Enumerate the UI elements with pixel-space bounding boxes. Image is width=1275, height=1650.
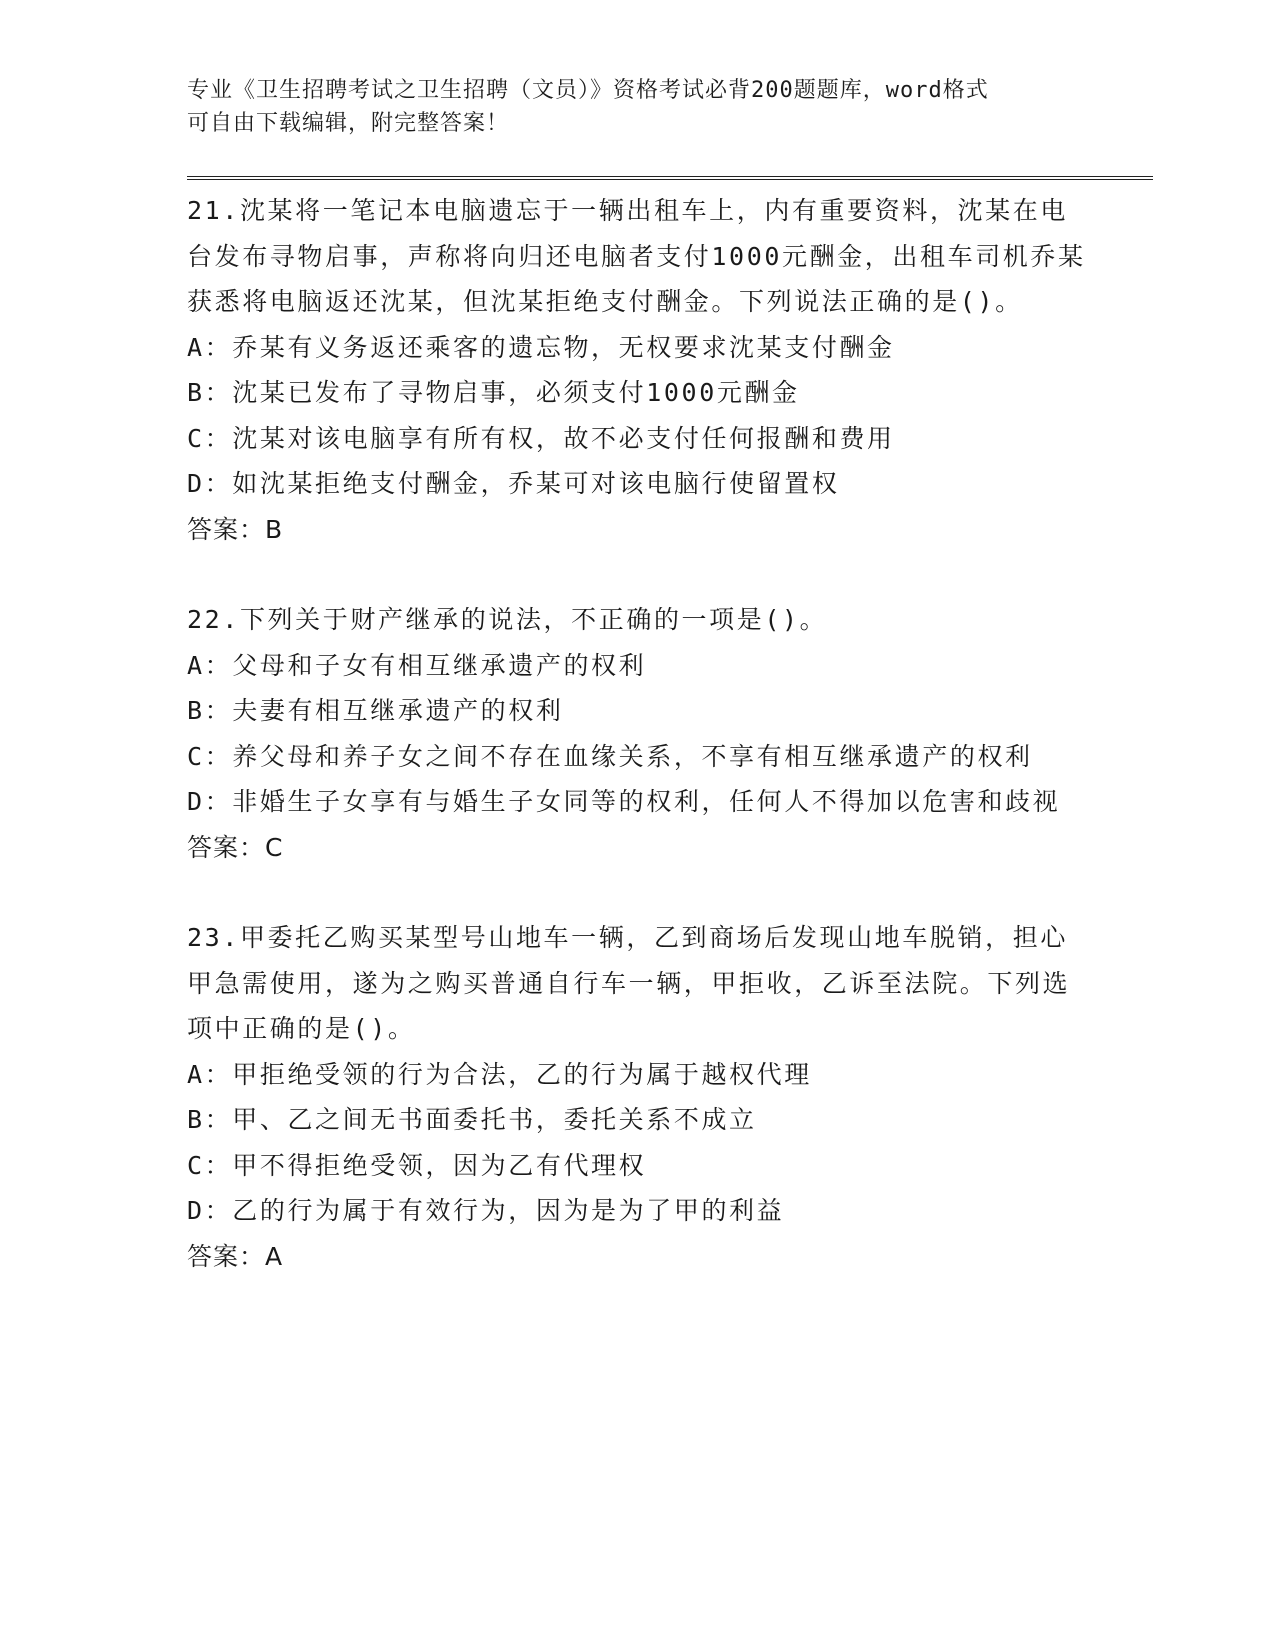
option-a: A：乔某有义务返还乘客的遗忘物，无权要求沈某支付酬金 [187,332,895,362]
question-text: 23.甲委托乙购买某型号山地车一辆，乙到商场后发现山地车脱销，担心甲急需使用，遂为之购买普通自行车一辆，甲拒收，乙诉至法院。下列选项中正确的是()。 [187,923,1071,1043]
option-c: C：沈某对该电脑享有所有权，故不必支付任何报酬和费用 [187,423,895,453]
answer: 答案：B [187,514,284,544]
page-header [187,74,1067,140]
question-21 [187,188,1087,552]
option-d: D：乙的行为属于有效行为，因为是为了甲的利益 [187,1196,785,1225]
answer: 答案：C [187,832,284,862]
question-text: 22.下列关于财产继承的说法，不正确的一项是()。 [187,605,828,634]
option-d: D：非婚生子女享有与婚生子女同等的权利，任何人不得加以危害和歧视 [187,787,1061,816]
option-c: C：养父母和养子女之间不存在血缘关系，不享有相互继承遗产的权利 [187,741,1033,771]
option-b: B：甲、乙之间无书面委托书，委托关系不成立 [187,1105,757,1134]
option-b: B：沈某已发布了寻物启事，必须支付1000元酬金 [187,378,800,407]
question-22 [187,597,1087,870]
header-double-rule [187,176,1153,180]
answer: 答案：A [187,1241,284,1271]
header-line-2: 可自由下载编辑，附完整答案！ [187,111,510,136]
option-d: D：如沈某拒绝支付酬金，乔某可对该电脑行使留置权 [187,469,840,498]
question-text: 21.沈某将一笔记本电脑遗忘于一辆出租车上，内有重要资料，沈某在电台发布寻物启事，声称将向归还电脑者支付1000元酬金，出租车司机乔某获悉将电脑返还沈某，但沈某拒绝支付酬金。下列说法正确的是()。 [187,196,1086,316]
option-b: B：夫妻有相互继承遗产的权利 [187,696,564,725]
header-line-1: 专业《卫生招聘考试之卫生招聘（文员）》资格考试必背200题题库，word格式 [187,78,989,103]
question-list [187,188,1087,1324]
question-23 [187,915,1087,1279]
option-c: C：甲不得拒绝受领，因为乙有代理权 [187,1150,647,1180]
option-a: A：父母和子女有相互继承遗产的权利 [187,650,647,680]
option-a: A：甲拒绝受领的行为合法，乙的行为属于越权代理 [187,1059,812,1089]
